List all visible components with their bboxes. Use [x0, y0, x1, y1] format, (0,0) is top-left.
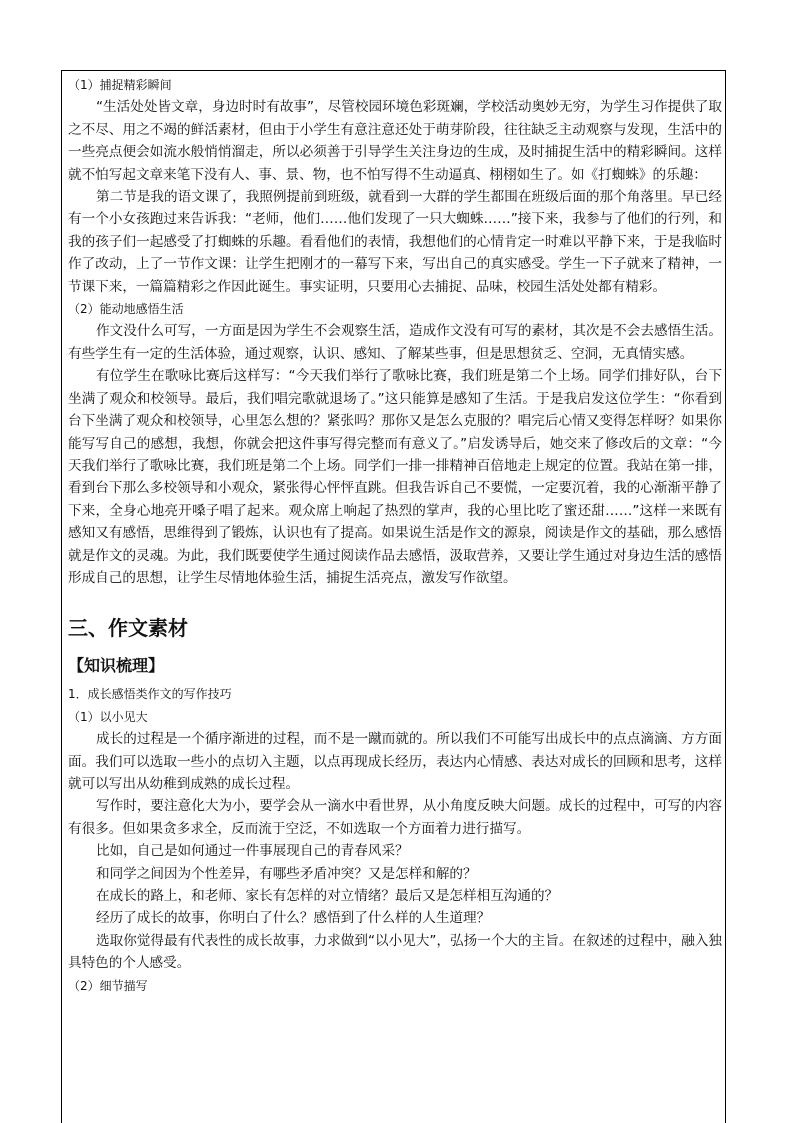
paragraph: “生活处处皆文章，身边时时有故事”，尽管校园环境色彩斑斓，学校活动奥妙无穷，为学生习作提供了取之不尽、用之不竭的鲜活素材，但由于小学生有意注意还处于萌芽阶段，往往缺乏主动观察与发现，生活中的一些亮点便会如流水般悄悄溜走，所以必须善于引导学生关注身边的生成，及时捕捉生活中的精彩瞬间。这样就不怕写起文章来笔下没有人、事、景、物，也不怕写得不生动逼真、栩栩如生了。如《打蜘蛛》的乐趣：: [68, 99, 722, 183]
paragraph: 经历了成长的故事，你明白了什么？感悟到了什么样的人生道理？: [96, 910, 491, 927]
paragraph: 成长的过程是一个循序渐进的过程，而不是一蹴而就的。所以我们不可能写出成长中的点点滴滴、方方面面。我们可以选取一些小的点切入主题，以点再现成长经历，表达内心情感、表达对成长的回顾和思考，这样就可以写出从幼稚到成熟的成长过程。: [68, 731, 722, 792]
paragraph: 作文没什么可写，一方面是因为学生不会观察生活，造成作文没有可写的素材，其次是不会去感悟生活。有些学生有一定的生活体验，通过观察，认识、感知、了解某些事，但是思想贫乏、空洞，无真情实感。: [68, 323, 722, 362]
paragraph: 在成长的路上，和老师、家长有怎样的对立情绪？最后又是怎样相互沟通的？: [96, 888, 559, 904]
paragraph: 选取你觉得最有代表性的成长故事，力求做到“以小见大”，弘扬一个大的主旨。在叙述的过程中，融入独具特色的个人感受。: [68, 932, 722, 972]
section-heading: （1）捕捉精彩瞬间: [68, 78, 172, 92]
section-heading: 1．成长感悟类作文的写作技巧: [68, 687, 232, 702]
document-body: [68, 74, 722, 997]
paragraph: 比如，自己是如何通过一件事展现自己的青春风采？: [96, 843, 409, 860]
paragraph: 有位学生在歌咏比赛后这样写：“今天我们举行了歌咏比赛，我们班是第二个上场。同学们排好队，台下坐满了观众和校领导。最后，我们唱完歌就退场了。”这只能算是感知了生活。于是我启发这位学生：“你看到台下坐满了观众和校领导，心里怎么想的？紧张吗？那你又是怎么克服的？唱完后心情又变得怎样呀？如果你能写写自己的感想，我想，你就会把这件事写得完整而有意义了。”启发诱导后，她交来了修改后的文章：“今天我们举行了歌咏比赛，我们班是第二个上场。同学们一排一排精神百倍地走上规定的位置。我站在第一排，看到台下那么多校领导和小观众，紧张得心怦怦直跳。但我告诉自己不要慌，一定要沉着，我的心渐渐平静了下来，全身心地亮开嗓子唱了起来。观众席上响起了热烈的掌声，我的心里比吃了蜜还甜……”这样一来既有感知又有感悟，思维得到了锻炼，认识也有了提高。如果说生活是作文的源泉，阅读是作文的基础，那么感悟就是作文的灵魂。为此，我们既要使学生通过阅读作品去感悟，汲取营养，又要让学生通过对身边生活的感悟形成自己的思想，让学生尽情地体验生活，捕捉生活亮点，激发写作欲望。: [68, 368, 722, 586]
chapter-title: 三、作文素材: [68, 616, 188, 641]
paragraph: 第二节是我的语文课了，我照例提前到班级，就看到一大群的学生都围在班级后面的那个角落里。早已经有一个小女孩跑过来告诉我：“老师，他们……他们发现了一只大蜘蛛……”接下来，我参与了他们的行列，和我的孩子们一起感受了打蜘蛛的乐趣。看看他们的表情，我想他们的心情肯定一时难以平静下来，于是我临时作了改动，上了一节作文课：让学生把刚才的一幕写下来，写出自己的真实感受。学生一下子就来了精神，一节课下来，一篇篇精彩之作因此诞生。事实证明，只要用心去捕捉、品味，校园生活处处都有精彩。: [68, 189, 722, 295]
paragraph: 和同学之间因为个性差异，有哪些矛盾冲突？又是怎样和解的？: [96, 865, 477, 882]
subsection-heading: （2）细节描写: [68, 978, 148, 993]
section-heading: （2）能动地感悟生活: [68, 302, 184, 317]
subsection-heading: （1）以小见大: [68, 709, 148, 724]
section-title: 【知识梳理】: [68, 656, 165, 676]
paragraph: 写作时，要注意化大为小，要学会从一滴水中看世界，从小角度反映大问题。成长的过程中，可写的内容有很多。但如果贪多求全，反而流于空泛，不如选取一个方面着力进行描写。: [68, 798, 722, 837]
